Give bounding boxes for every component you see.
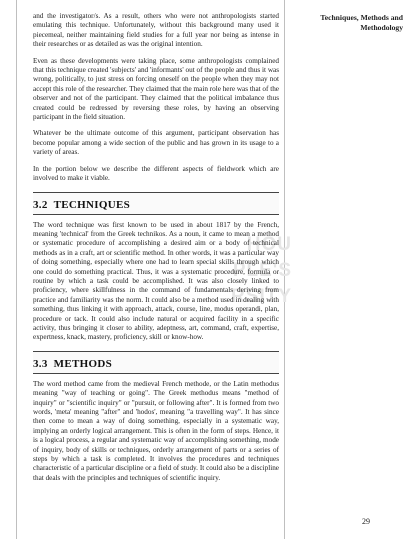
section-title: METHODS [53, 357, 112, 370]
section-number: 3.2 [33, 198, 48, 211]
section-body: The word method came from the medieval French methode, or the Latin methodus meaning "way of teaching or going". The Greek methodus means "method of inquiry" or "scientific inquiry" or "pursuit, or following after". It is formed from two words, 'meta' meaning "after" and 'hodos', meaning "a travelling way". It has since then come to mean a way of doing something, especially in a systematic way, implying an orderly logical arrangement. This is often in the form of steps. Hence, it is a logical process, a regular and systematic way of accomplishing something, mode of inquiry, body of skills or techniques, orderly arrangement of parts or a series of steps by which a task is completed. It involves the procedures and techniques characteristic of a particular discipline or a field of study. It could also be a discipline that deals with the principles and techniques of scientific inquiry. [33, 379, 279, 482]
section-heading [33, 351, 279, 374]
watermark-line: HOU [246, 234, 292, 255]
page-number: 29 [362, 517, 370, 526]
paragraph: In the portion below we describe the different aspects of fieldwork which are involved to make it viable. [33, 164, 279, 183]
main-content [33, 12, 279, 490]
watermark-line: PLE'S [232, 260, 292, 281]
paragraph: and the investigator/s. As a result, others who were not anthropologists started emulating this technique. Unfortunately, without this background many used it piecemeal, neither maintaining field studies for a full year nor being as intense in their researches or as detailed as was the original intention. [33, 12, 279, 49]
section-techniques [33, 192, 279, 215]
side-label: Techniques, Methods and Methodology [320, 13, 403, 32]
section-number: 3.3 [33, 357, 48, 370]
paragraph: Even as these developments were taking place, some anthropologists complained that this technique created 'subjects' and 'informants' out of the people and thus it was wrong, politically, to just stress on forcing oneself on the people when they may not accept this role of the researcher. They claimed that the main role here was that of the observer and not of the participant. They claimed that the political imbalance thus created could be redressed by reversing these roles, by having an observing participant in the field situation. [33, 56, 279, 122]
section-title: TECHNIQUES [53, 198, 131, 211]
paragraph: Whatever be the ultimate outcome of this argument, participant observation has become popular among a wide section of the public and has grown in its usage to a variety of areas. [33, 129, 279, 157]
section-heading [33, 192, 279, 215]
section-body: The word technique was first known to be used in about 1817 by the French, meaning 'technical' from the Greek technikos. As a noun, it came to mean a method or systematic procedure of accomplishing a desired aim or a body of technical methods as in a craft, art or scientific method. In other words, it was a particular way of doing something, especially where one had to learn special skills through which one could do something practical. Thus, it was a systematic procedure, formula or routine by which a task could be accomplished. It was also closely linked to proficiency, where skillfulness in the command of fundamentals deriving from practice and familiarity was the norm. It could also be a method used in dealing with something, thus linking it with approach, attack, course, line, modus operandi, plan, procedure or tack. It could also include natural or acquired facility in a specific activity, thus bringing it closer to ability, adeptness, art, command, craft, expertise, expertness, knack, mastery, proficiency, skill or know-how. [33, 220, 279, 342]
watermark-line: RSITY [231, 286, 292, 307]
left-margin-rule [16, 0, 17, 539]
section-methods [33, 351, 279, 374]
